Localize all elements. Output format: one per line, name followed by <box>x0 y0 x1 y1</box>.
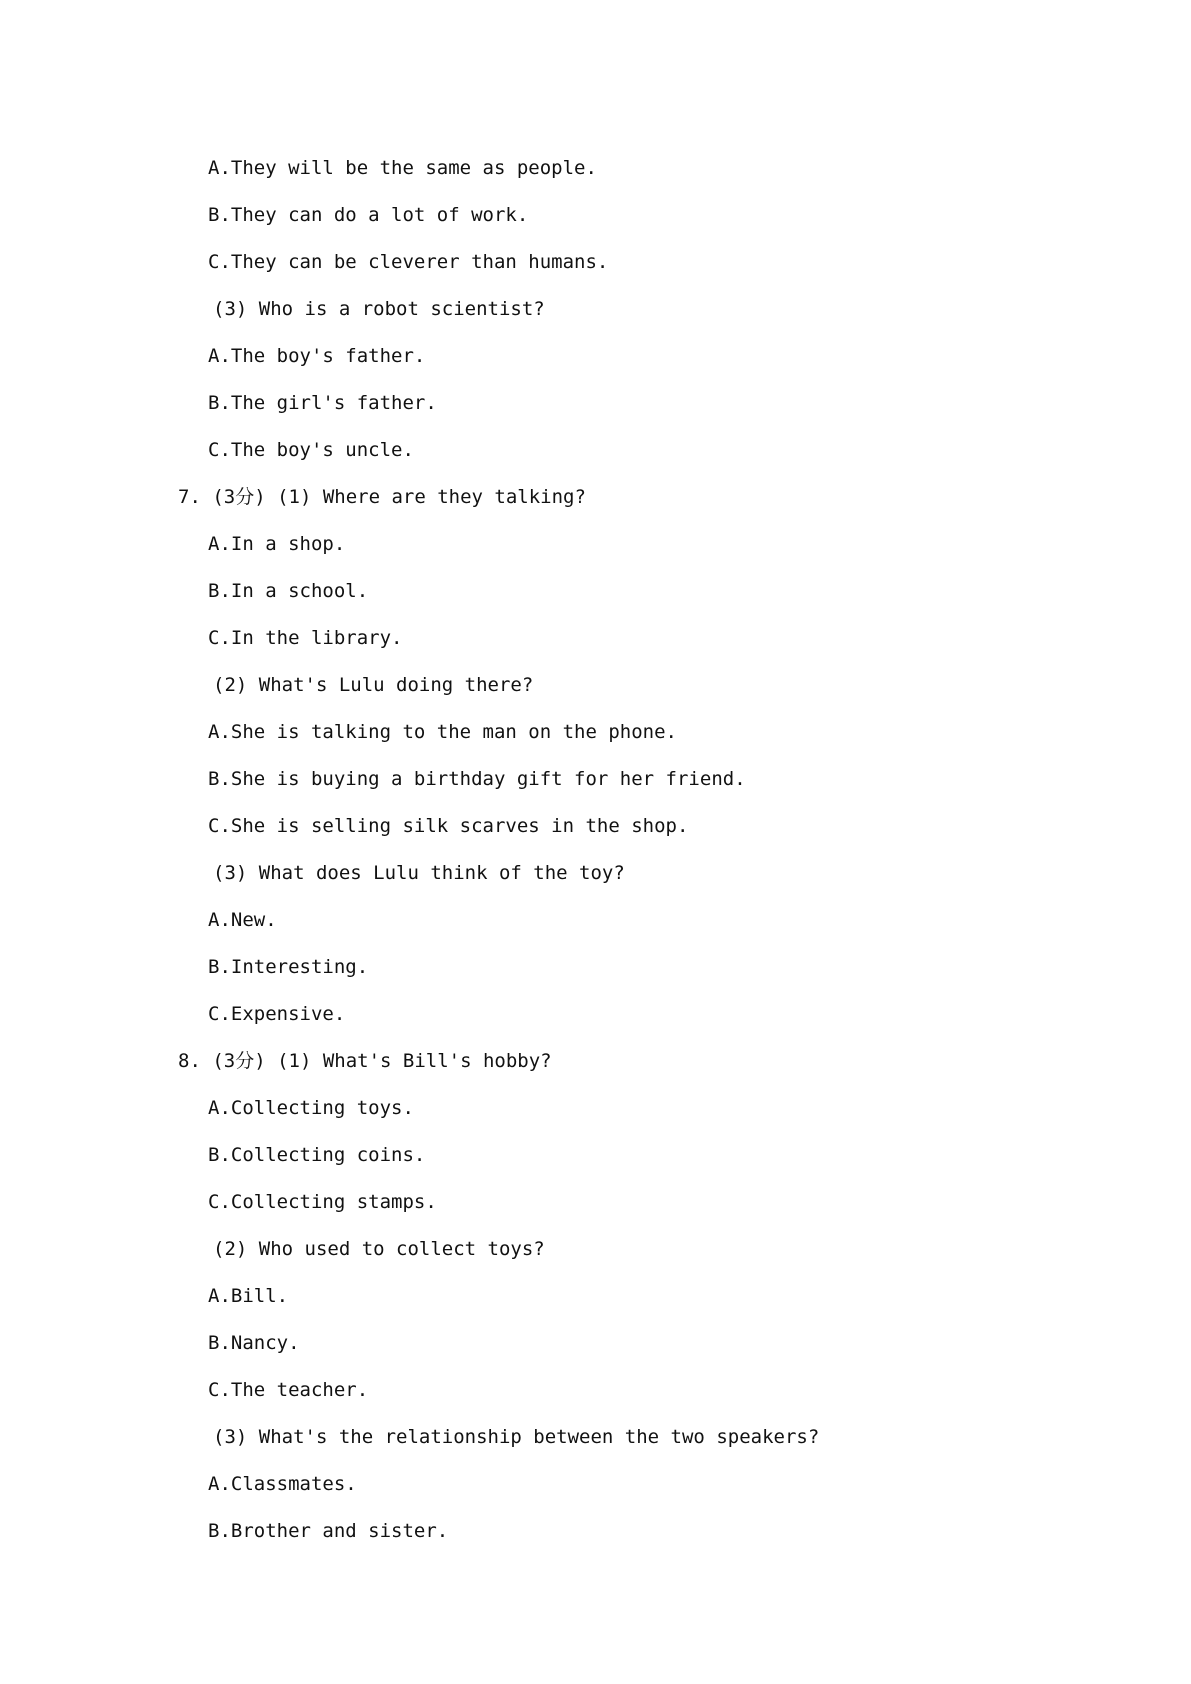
q7-2-option-a: A.She is talking to the man on the phone. <box>208 721 677 743</box>
q6-3-prompt: (3) Who is a robot scientist? <box>213 298 545 320</box>
q8-1-option-a: A.Collecting toys. <box>208 1097 414 1119</box>
q6-2-option-a: A.They will be the same as people. <box>208 157 597 179</box>
q8-2-option-b: B.Nancy. <box>208 1332 300 1354</box>
q8-3-option-b: B.Brother and sister. <box>208 1520 449 1542</box>
q7-2-option-c: C.She is selling silk scarves in the shop. <box>208 815 689 837</box>
q7-2-prompt: (2) What's Lulu doing there? <box>213 674 534 696</box>
q8-header: 8. (3分) (1) What's Bill's hobby? <box>178 1050 552 1072</box>
q7-3-option-a: A.New. <box>208 909 277 931</box>
q8-2-prompt: (2) Who used to collect toys? <box>213 1238 545 1260</box>
q6-3-option-a: A.The boy's father. <box>208 345 426 367</box>
q6-3-option-c: C.The boy's uncle. <box>208 439 414 461</box>
q8-2-option-c: C.The teacher. <box>208 1379 369 1401</box>
q8-1-option-b: B.Collecting coins. <box>208 1144 426 1166</box>
q7-1-option-a: A.In a shop. <box>208 533 346 555</box>
q7-1-option-c: C.In the library. <box>208 627 403 649</box>
q7-header: 7. (3分) (1) Where are they talking? <box>178 486 586 508</box>
q6-2-option-c: C.They can be cleverer than humans. <box>208 251 609 273</box>
q7-1-option-b: B.In a school. <box>208 580 369 602</box>
q7-2-option-b: B.She is buying a birthday gift for her friend. <box>208 768 746 790</box>
q7-3-option-b: B.Interesting. <box>208 956 369 978</box>
q7-3-prompt: (3) What does Lulu think of the toy? <box>213 862 625 884</box>
q7-3-option-c: C.Expensive. <box>208 1003 346 1025</box>
q8-2-option-a: A.Bill. <box>208 1285 289 1307</box>
q8-3-option-a: A.Classmates. <box>208 1473 357 1495</box>
q8-1-option-c: C.Collecting stamps. <box>208 1191 437 1213</box>
q6-2-option-b: B.They can do a lot of work. <box>208 204 529 226</box>
q6-3-option-b: B.The girl's father. <box>208 392 437 414</box>
q8-3-prompt: (3) What's the relationship between the two speakers? <box>213 1426 820 1448</box>
